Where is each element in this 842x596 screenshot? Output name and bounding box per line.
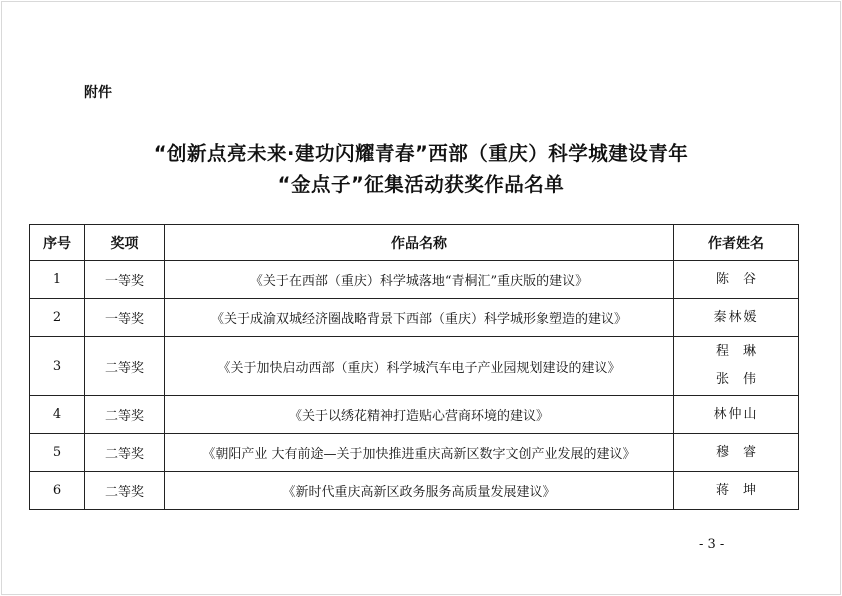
- table-row: [30, 261, 799, 299]
- row-number: 5: [30, 434, 85, 472]
- row-number: 3: [30, 337, 85, 396]
- author-name: [674, 261, 799, 299]
- row-number: 6: [30, 472, 85, 510]
- author-name: [674, 434, 799, 472]
- work-title: 《关于以绣花精神打造贴心营商环境的建议》: [165, 396, 674, 434]
- award-level: 二等奖: [85, 434, 165, 472]
- table-row: [30, 434, 799, 472]
- row-number: 2: [30, 299, 85, 337]
- award-table: [29, 224, 799, 510]
- work-title: 《关于加快启动西部（重庆）科学城汽车电子产业园规划建设的建议》: [165, 337, 674, 396]
- award-level: 一等奖: [85, 299, 165, 337]
- work-title: 《朝阳产业 大有前途—关于加快推进重庆高新区数字文创产业发展的建议》: [165, 434, 674, 472]
- column-header-work-title: 作品名称: [165, 225, 674, 261]
- attachment-label: 附件: [84, 85, 112, 101]
- award-level: 二等奖: [85, 337, 165, 396]
- author-name-line: 秦林媛: [713, 309, 759, 325]
- author-name-line: 穆睿: [715, 444, 770, 460]
- author-name: [674, 337, 799, 396]
- table-row: [30, 396, 799, 434]
- work-title: 《关于成渝双城经济圈战略背景下西部（重庆）科学城形象塑造的建议》: [165, 299, 674, 337]
- table-row: [30, 337, 799, 396]
- table-row: [30, 472, 799, 510]
- author-name-line: 陈谷: [715, 271, 770, 287]
- table-header-row: [30, 225, 799, 261]
- author-name-line: 张伟: [715, 372, 770, 387]
- work-title: 《关于在西部（重庆）科学城落地“青桐汇”重庆版的建议》: [165, 261, 674, 299]
- work-title: 《新时代重庆高新区政务服务高质量发展建议》: [165, 472, 674, 510]
- author-name-line: 蒋坤: [715, 482, 770, 498]
- column-header-author: 作者姓名: [674, 225, 799, 261]
- column-header-number: 序号: [30, 225, 85, 261]
- row-number: 4: [30, 396, 85, 434]
- award-level: 一等奖: [85, 261, 165, 299]
- page-number: - 3 -: [699, 537, 725, 552]
- author-name-line: 林仲山: [713, 406, 759, 422]
- award-level: 二等奖: [85, 396, 165, 434]
- document-title-line-2: “金点子”征集活动获奖作品名单: [277, 173, 565, 196]
- row-number: 1: [30, 261, 85, 299]
- author-name-line: 程琳: [715, 344, 770, 359]
- document-title-line-1: “创新点亮未来·建功闪耀青春”西部（重庆）科学城建设青年: [153, 142, 689, 165]
- author-name: [674, 396, 799, 434]
- column-header-award: 奖项: [85, 225, 165, 261]
- author-name: [674, 299, 799, 337]
- table-row: [30, 299, 799, 337]
- award-level: 二等奖: [85, 472, 165, 510]
- author-name: [674, 472, 799, 510]
